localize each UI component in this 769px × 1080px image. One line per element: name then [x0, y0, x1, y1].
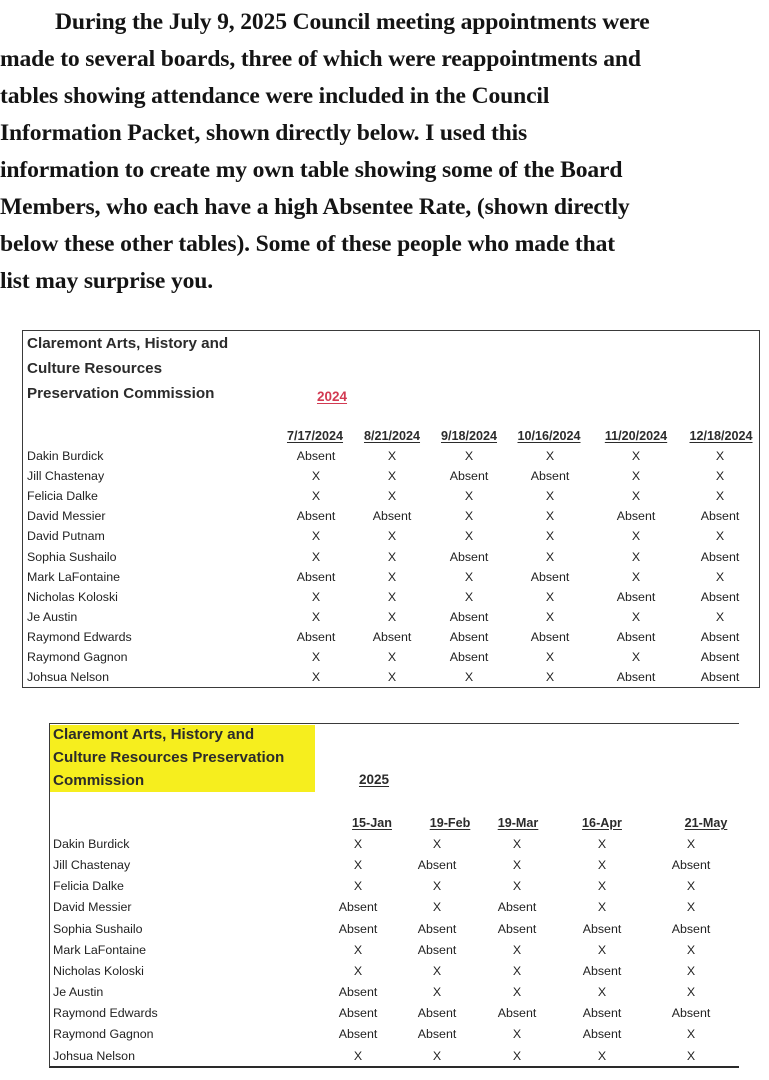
attendance-present: X — [597, 837, 607, 851]
intro-line: below these other tables). Some of these people who made that — [0, 231, 615, 257]
date-header: 8/21/2024 — [363, 429, 421, 443]
attendance-absent: Absent — [296, 629, 336, 644]
attendance-present: X — [311, 489, 321, 504]
attendance-present: X — [353, 963, 363, 978]
table-title-line: Culture Resources Preservation — [53, 749, 285, 766]
attendance-absent: Absent — [417, 921, 457, 936]
attendance-present: X — [387, 489, 397, 504]
intro-line: Information Packet, shown directly below. I used this — [0, 120, 528, 146]
attendance-absent: Absent — [338, 985, 378, 1000]
attendance-present: X — [464, 569, 474, 584]
member-name: Mark LaFontaine — [27, 569, 120, 584]
attendance-absent: Absent — [530, 469, 570, 484]
attendance-present: X — [387, 529, 397, 544]
attendance-absent: Absent — [530, 569, 570, 584]
attendance-present: X — [387, 589, 397, 604]
date-header: 9/18/2024 — [440, 429, 498, 443]
attendance-present: X — [387, 569, 397, 584]
attendance-present: X — [597, 900, 607, 915]
attendance-table-2025 — [49, 723, 739, 1068]
attendance-absent: Absent — [417, 942, 457, 957]
attendance-absent: Absent — [671, 1006, 711, 1021]
attendance-absent: Absent — [497, 1006, 537, 1021]
date-header: 15-Jan — [352, 816, 392, 830]
attendance-present: X — [311, 650, 321, 664]
attendance-present: X — [387, 549, 397, 564]
attendance-present: X — [353, 942, 363, 957]
attendance-absent: Absent — [449, 609, 489, 624]
member-name: Sophia Sushailo — [53, 921, 143, 936]
attendance-present: X — [432, 900, 442, 915]
member-name: Felicia Dalke — [53, 879, 124, 894]
table-title-line: Claremont Arts, History and — [53, 726, 255, 743]
attendance-absent: Absent — [700, 549, 740, 564]
member-name: Je Austin — [53, 985, 104, 1000]
attendance-absent: Absent — [671, 921, 711, 936]
member-name: Raymond Gagnon — [27, 650, 128, 664]
attendance-present: X — [432, 1048, 442, 1063]
attendance-present: X — [464, 670, 474, 685]
attendance-present: X — [512, 985, 522, 1000]
member-name: David Putnam — [27, 529, 105, 544]
attendance-present: X — [631, 569, 641, 584]
attendance-present: X — [631, 529, 641, 544]
member-name: Mark LaFontaine — [53, 942, 146, 957]
member-name: Jill Chastenay — [53, 858, 131, 873]
member-name: Nicholas Koloski — [27, 589, 118, 604]
attendance-absent: Absent — [417, 1027, 457, 1042]
intro-line: made to several boards, three of which were reappointments and — [0, 46, 641, 72]
attendance-absent: Absent — [372, 629, 412, 644]
attendance-present: X — [715, 609, 725, 624]
intro-line: tables showing attendance were included in the Council — [0, 83, 550, 109]
attendance-present: X — [353, 837, 363, 851]
member-name: David Messier — [27, 509, 106, 524]
date-header: 19-Mar — [497, 816, 539, 830]
attendance-present: X — [311, 670, 321, 685]
attendance-present: X — [311, 609, 321, 624]
attendance-absent: Absent — [497, 921, 537, 936]
attendance-table-2024 — [22, 330, 760, 688]
attendance-absent: Absent — [296, 449, 336, 463]
attendance-present: X — [545, 529, 555, 544]
attendance-present: X — [387, 449, 397, 463]
attendance-present: X — [631, 489, 641, 504]
intro-line: list may surprise you. — [0, 268, 213, 294]
member-name: David Messier — [53, 900, 132, 915]
attendance-present: X — [432, 837, 442, 851]
attendance-present: X — [353, 858, 363, 873]
attendance-present: X — [464, 509, 474, 524]
attendance-present: X — [686, 963, 696, 978]
attendance-present: X — [715, 569, 725, 584]
attendance-present: X — [545, 650, 555, 664]
attendance-present: X — [545, 449, 555, 463]
date-header: 11/20/2024 — [604, 429, 668, 443]
attendance-present: X — [464, 529, 474, 544]
attendance-absent: Absent — [530, 629, 570, 644]
member-name: Dakin Burdick — [27, 449, 104, 463]
attendance-absent: Absent — [497, 900, 537, 915]
attendance-present: X — [512, 1027, 522, 1042]
member-name: Sophia Sushailo — [27, 549, 117, 564]
intro-line: Members, who each have a high Absentee Rate, (shown directly — [0, 194, 630, 220]
attendance-absent: Absent — [449, 469, 489, 484]
attendance-present: X — [631, 469, 641, 484]
attendance-absent: Absent — [700, 589, 740, 604]
intro-line: information to create my own table showing some of the Board — [0, 157, 623, 183]
attendance-present: X — [597, 879, 607, 894]
attendance-present: X — [512, 879, 522, 894]
attendance-present: X — [597, 985, 607, 1000]
attendance-present: X — [512, 1048, 522, 1063]
attendance-absent: Absent — [700, 650, 740, 664]
attendance-present: X — [432, 879, 442, 894]
attendance-present: X — [597, 858, 607, 873]
attendance-present: X — [686, 942, 696, 957]
attendance-present: X — [686, 1027, 696, 1042]
table-title-line: Claremont Arts, History and — [27, 335, 229, 352]
attendance-present: X — [597, 1048, 607, 1063]
attendance-absent: Absent — [616, 629, 656, 644]
attendance-absent: Absent — [616, 509, 656, 524]
date-header: 12/18/2024 — [689, 429, 753, 443]
attendance-present: X — [715, 529, 725, 544]
attendance-absent: Absent — [449, 650, 489, 664]
attendance-present: X — [545, 509, 555, 524]
attendance-absent: Absent — [700, 629, 740, 644]
attendance-absent: Absent — [417, 858, 457, 873]
attendance-absent: Absent — [616, 670, 656, 685]
table-title-line: Preservation Commission — [27, 385, 215, 402]
date-header: 16-Apr — [582, 816, 622, 830]
member-name: Jill Chastenay — [27, 469, 105, 484]
attendance-present: X — [631, 549, 641, 564]
attendance-present: X — [311, 469, 321, 484]
attendance-present: X — [597, 942, 607, 957]
attendance-absent: Absent — [338, 1027, 378, 1042]
member-name: Raymond Edwards — [27, 629, 132, 644]
attendance-present: X — [686, 985, 696, 1000]
attendance-present: X — [545, 609, 555, 624]
attendance-present: X — [545, 549, 555, 564]
attendance-absent: Absent — [338, 921, 378, 936]
member-name: Dakin Burdick — [53, 837, 130, 851]
date-header: 21-May — [684, 816, 728, 830]
attendance-present: X — [545, 589, 555, 604]
attendance-present: X — [464, 489, 474, 504]
attendance-absent: Absent — [296, 569, 336, 584]
date-header: 19-Feb — [429, 816, 471, 830]
attendance-absent: Absent — [338, 900, 378, 915]
attendance-present: X — [545, 670, 555, 685]
member-name: Johsua Nelson — [27, 670, 109, 685]
attendance-absent: Absent — [449, 549, 489, 564]
attendance-present: X — [512, 963, 522, 978]
attendance-absent: Absent — [700, 509, 740, 524]
attendance-present: X — [686, 879, 696, 894]
attendance-absent: Absent — [582, 921, 622, 936]
attendance-present: X — [311, 549, 321, 564]
member-name: Raymond Gagnon — [53, 1027, 154, 1042]
member-name: Felicia Dalke — [27, 489, 98, 504]
attendance-absent: Absent — [372, 509, 412, 524]
attendance-present: X — [715, 469, 725, 484]
attendance-present: X — [631, 449, 641, 463]
attendance-absent: Absent — [582, 1006, 622, 1021]
attendance-present: X — [464, 449, 474, 463]
member-name: Raymond Edwards — [53, 1006, 158, 1021]
attendance-present: X — [686, 900, 696, 915]
attendance-present: X — [545, 489, 555, 504]
attendance-present: X — [631, 609, 641, 624]
attendance-absent: Absent — [338, 1006, 378, 1021]
year-label: 2025 — [358, 772, 390, 787]
attendance-present: X — [686, 1048, 696, 1063]
attendance-present: X — [512, 858, 522, 873]
attendance-present: X — [686, 837, 696, 851]
attendance-present: X — [715, 489, 725, 504]
table-title-line: Commission — [53, 772, 145, 789]
attendance-absent: Absent — [417, 1006, 457, 1021]
attendance-absent: Absent — [296, 509, 336, 524]
attendance-present: X — [387, 650, 397, 664]
attendance-present: X — [387, 670, 397, 685]
attendance-present: X — [432, 985, 442, 1000]
year-label: 2024 — [316, 389, 348, 404]
attendance-absent: Absent — [449, 629, 489, 644]
attendance-present: X — [432, 963, 442, 978]
attendance-absent: Absent — [700, 670, 740, 685]
attendance-present: X — [512, 942, 522, 957]
table-title-line: Culture Resources — [27, 360, 163, 377]
attendance-present: X — [353, 879, 363, 894]
date-header: 7/17/2024 — [286, 429, 344, 443]
attendance-present: X — [715, 449, 725, 463]
attendance-present: X — [631, 650, 641, 664]
attendance-absent: Absent — [616, 589, 656, 604]
attendance-absent: Absent — [671, 858, 711, 873]
attendance-present: X — [387, 609, 397, 624]
attendance-present: X — [311, 589, 321, 604]
attendance-present: X — [387, 469, 397, 484]
attendance-present: X — [464, 589, 474, 604]
intro-line: During the July 9, 2025 Council meeting appointments were — [55, 9, 650, 35]
attendance-present: X — [353, 1048, 363, 1063]
member-name: Johsua Nelson — [53, 1048, 135, 1063]
date-header: 10/16/2024 — [517, 429, 581, 443]
attendance-absent: Absent — [582, 963, 622, 978]
member-name: Je Austin — [27, 609, 78, 624]
attendance-present: X — [512, 837, 522, 851]
member-name: Nicholas Koloski — [53, 963, 144, 978]
attendance-present: X — [311, 529, 321, 544]
attendance-absent: Absent — [582, 1027, 622, 1042]
